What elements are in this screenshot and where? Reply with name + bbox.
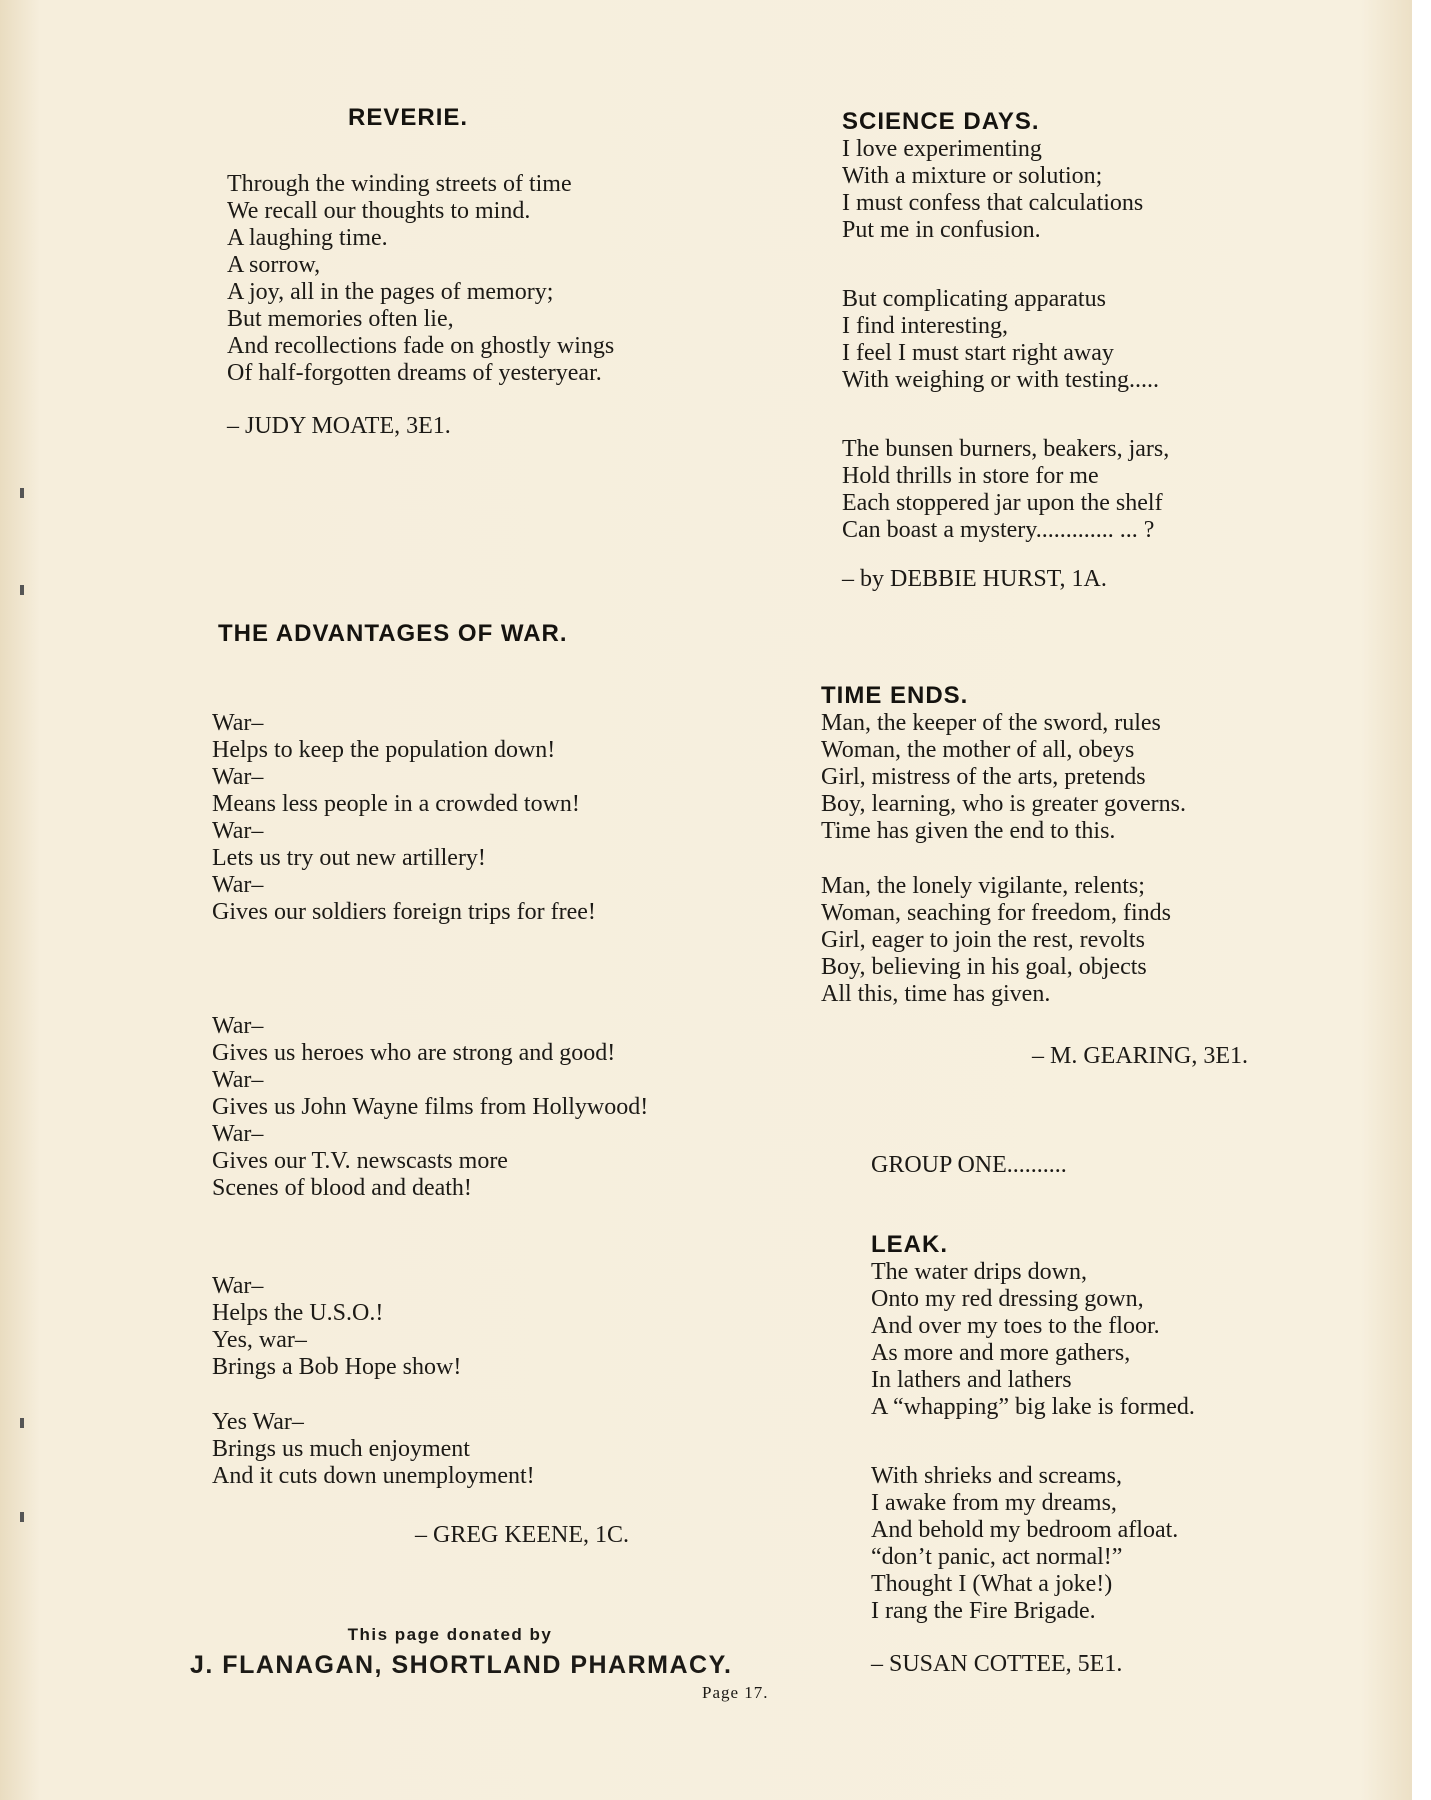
poem-line: Brings us much enjoyment bbox=[212, 1436, 470, 1462]
poem-line: Girl, mistress of the arts, pretends bbox=[821, 764, 1146, 790]
poem-line: With shrieks and screams, bbox=[871, 1463, 1122, 1489]
poem-line: We recall our thoughts to mind. bbox=[227, 198, 531, 224]
science-days-author: – by DEBBIE HURST, 1A. bbox=[842, 566, 1107, 592]
poem-line: I find interesting, bbox=[842, 313, 1008, 339]
time-ends-poem bbox=[821, 682, 1186, 1008]
poem-line: Boy, believing in his goal, objects bbox=[821, 954, 1147, 980]
poem-line: The water drips down, bbox=[871, 1259, 1087, 1285]
poem-line: Onto my red dressing gown, bbox=[871, 1286, 1144, 1312]
poem-line: I must confess that calculations bbox=[842, 190, 1144, 216]
poem-line: But complicating apparatus bbox=[842, 286, 1106, 312]
poem-line: Man, the lonely vigilante, relents; bbox=[821, 873, 1145, 899]
advantages-of-war-poem bbox=[212, 710, 648, 1490]
binding-mark bbox=[20, 1418, 24, 1428]
reverie-title-block bbox=[348, 104, 468, 132]
poem-line: And behold my bedroom afloat. bbox=[871, 1517, 1179, 1543]
reverie-poem bbox=[227, 171, 614, 440]
poem-line: With weighing or with testing..... bbox=[842, 367, 1160, 393]
poem-line: War– bbox=[212, 764, 264, 790]
time-ends-author-block bbox=[1032, 1043, 1248, 1070]
poem-line: Gives us heroes who are strong and good! bbox=[212, 1040, 616, 1066]
poem-line: Gives our T.V. newscasts more bbox=[212, 1148, 508, 1174]
advantages-of-war-author: – GREG KEENE, 1C. bbox=[415, 1522, 629, 1548]
poem-line: Helps to keep the population down! bbox=[212, 737, 556, 763]
reverie-author: – JUDY MOATE, 3E1. bbox=[227, 413, 451, 439]
poem-line: I rang the Fire Brigade. bbox=[871, 1598, 1096, 1624]
scan-edge bbox=[1412, 0, 1431, 1800]
poem-line: Yes, war– bbox=[212, 1327, 307, 1353]
binding-mark bbox=[20, 585, 24, 595]
poem-line: A laughing time. bbox=[227, 225, 388, 251]
poem-line: As more and more gathers, bbox=[871, 1340, 1131, 1366]
poem-line: Through the winding streets of time bbox=[227, 171, 572, 197]
poem-line: “don’t panic, act normal!” bbox=[871, 1544, 1123, 1570]
leak-author: – SUSAN COTTEE, 5E1. bbox=[871, 1651, 1123, 1677]
donor-name: J. FLANAGAN, SHORTLAND PHARMACY. bbox=[190, 1651, 733, 1679]
poem-line: Yes War– bbox=[212, 1409, 304, 1435]
reverie-title: REVERIE. bbox=[348, 104, 469, 131]
poem-line: Each stoppered jar upon the shelf bbox=[842, 490, 1163, 516]
poem-line: Boy, learning, who is greater governs. bbox=[821, 791, 1187, 817]
poem-line: War– bbox=[212, 1067, 264, 1093]
poem-line: A joy, all in the pages of memory; bbox=[227, 279, 554, 305]
science-days-title: SCIENCE DAYS. bbox=[842, 108, 1040, 135]
leak-poem bbox=[871, 1231, 1195, 1678]
poem-line: Means less people in a crowded town! bbox=[212, 791, 580, 817]
poem-line: Put me in confusion. bbox=[842, 217, 1041, 243]
poem-line: I awake from my dreams, bbox=[871, 1490, 1117, 1516]
poem-line: All this, time has given. bbox=[821, 981, 1051, 1007]
poem-line: I love experimenting bbox=[842, 136, 1042, 162]
poem-line: War– bbox=[212, 872, 264, 898]
poem-line: A sorrow, bbox=[227, 252, 321, 278]
group-one-block bbox=[871, 1152, 1067, 1179]
poem-line: Thought I (What a joke!) bbox=[871, 1571, 1113, 1597]
science-days-poem bbox=[842, 108, 1169, 593]
donation-label: This page donated by bbox=[347, 1625, 553, 1644]
poem-line: Helps the U.S.O.! bbox=[212, 1300, 384, 1326]
poem-line: I feel I must start right away bbox=[842, 340, 1114, 366]
poem-line: War– bbox=[212, 1121, 264, 1147]
poem-line: Time has given the end to this. bbox=[821, 818, 1116, 844]
binding-mark bbox=[20, 488, 24, 498]
binding-mark bbox=[20, 1512, 24, 1522]
poem-line: With a mixture or solution; bbox=[842, 163, 1103, 189]
poem-line: War– bbox=[212, 710, 264, 736]
poem-line: Man, the keeper of the sword, rules bbox=[821, 710, 1161, 736]
advantages-title-block bbox=[218, 620, 568, 648]
poem-line: Gives our soldiers foreign trips for free! bbox=[212, 899, 596, 925]
poem-line: War– bbox=[212, 818, 264, 844]
leak-title: LEAK. bbox=[871, 1231, 948, 1258]
advantages-of-war-title: THE ADVANTAGES OF WAR. bbox=[218, 620, 568, 647]
poem-line: Hold thrills in store for me bbox=[842, 463, 1099, 489]
poem-line: And recollections fade on ghostly wings bbox=[227, 333, 615, 359]
poem-line: Gives us John Wayne films from Hollywood! bbox=[212, 1094, 649, 1120]
poem-line: And over my toes to the floor. bbox=[871, 1313, 1160, 1339]
time-ends-author: – M. GEARING, 3E1. bbox=[1032, 1043, 1248, 1069]
donation-credit bbox=[190, 1625, 733, 1680]
poem-line: War– bbox=[212, 1273, 264, 1299]
time-ends-title: TIME ENDS. bbox=[821, 682, 969, 709]
page-number-block bbox=[702, 1683, 769, 1703]
poem-line: War– bbox=[212, 1013, 264, 1039]
poem-line: Girl, eager to join the rest, revolts bbox=[821, 927, 1145, 953]
poem-line: Brings a Bob Hope show! bbox=[212, 1354, 462, 1380]
poem-line: A “whapping” big lake is formed. bbox=[871, 1394, 1195, 1420]
poem-line: The bunsen burners, beakers, jars, bbox=[842, 436, 1170, 462]
poem-line: Of half-forgotten dreams of yesteryear. bbox=[227, 360, 602, 386]
poem-line: Lets us try out new artillery! bbox=[212, 845, 486, 871]
poem-line: But memories often lie, bbox=[227, 306, 454, 332]
group-one-label: GROUP ONE.......... bbox=[871, 1152, 1067, 1178]
advantages-author-block bbox=[415, 1522, 629, 1549]
poem-line: And it cuts down unemployment! bbox=[212, 1463, 535, 1489]
poem-line: Scenes of blood and death! bbox=[212, 1175, 472, 1201]
poem-line: Can boast a mystery............. ... ? bbox=[842, 517, 1155, 543]
poem-line: Woman, seaching for freedom, finds bbox=[821, 900, 1171, 926]
poem-line: Woman, the mother of all, obeys bbox=[821, 737, 1135, 763]
page-number: Page 17. bbox=[702, 1683, 769, 1702]
poem-line: In lathers and lathers bbox=[871, 1367, 1072, 1393]
